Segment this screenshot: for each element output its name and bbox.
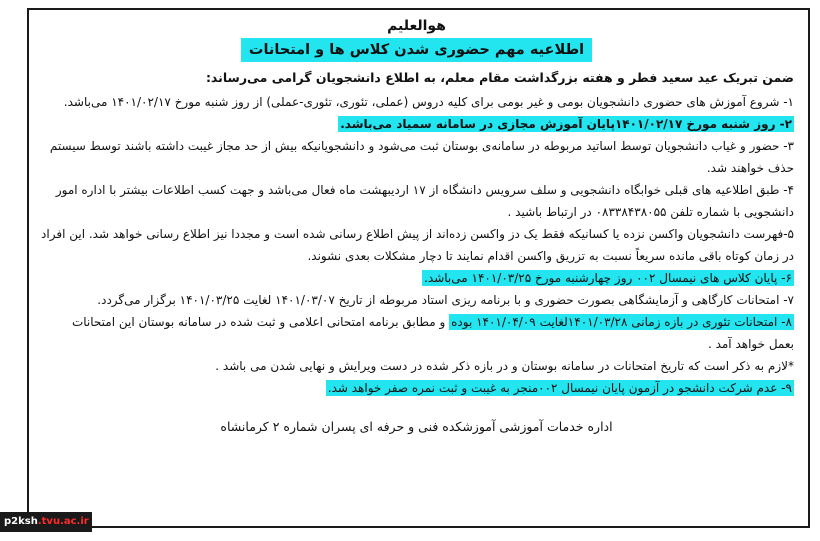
- item-5-line-2: در زمان کوتاه باقی مانده سریعاً نسبت به تزریق واکسن اقدام نمایند تا دچار مشکلات بعدی نشوند.: [307, 249, 794, 263]
- item-7: ۷- امتحانات کارگاهی و آزمایشگاهی بصورت حضوری و با برنامه ریزی استاد مربوطه از تاریخ ۱۴۰۱/۰۳/۰۷ لغایت ۱۴۰۱/۰۳/۲۵ برگزار می‌گردد.: [97, 293, 794, 307]
- item-3: [39, 135, 794, 179]
- watermark-right: .tvu.ac.ir: [37, 516, 89, 527]
- item-9-highlight: ۹- عدم شرکت دانشجو در آزمون پایان نیمسال ۰۰۲منجر به غیبت و ثبت نمره صفر خواهد شد.: [327, 381, 792, 395]
- item-8-highlight: ۸- امتحانات تئوری در بازه زمانی ۱۴۰۱/۰۳/۲۸لغایت ۱۴۰۱/۰۴/۰۹ بوده: [451, 315, 792, 329]
- item-5: [39, 223, 794, 267]
- item-1: ۱- شروع آموزش های حضوری دانشجویان بومی و غیر بومی برای کلیه دروس (عملی، تئوری، تئوری-عملی) از روز شنبه مورخ ۱۴۰۱/۰۲/۱۷ می‌باشد.: [63, 95, 794, 109]
- notice-frame: [27, 8, 810, 528]
- site-watermark: [0, 512, 92, 532]
- watermark-left: p2ksh: [4, 516, 38, 527]
- item-3-line-1: ۳- حضور و غیاب دانشجویان توسط اساتید مربوطه در سامانه‌ی بوستان ثبت می‌شود و دانشجویانیکه بیش از حد مجاز غیبت داشته باشند توسط سیستم: [49, 139, 794, 153]
- item-8-line-2: بعمل خواهد آمد .: [707, 337, 794, 351]
- item-9: [39, 377, 794, 399]
- item-2: [39, 113, 794, 135]
- item-6: [39, 267, 794, 289]
- notice-title: اطلاعیه مهم حضوری شدن کلاس ها و امتحانات: [241, 38, 592, 62]
- item-4: [39, 179, 794, 223]
- title-wrap: [39, 38, 794, 62]
- item-5-line-1: ۵-فهرست دانشجویان واکسن نزده یا کسانیکه فقط یک دز واکسن زده‌اند از پیش اطلاع رسانی شده است و مجددا نیز اطلاع رسانی خواهد شد. این افراد: [41, 227, 794, 241]
- footer-signature: اداره خدمات آموزشی آموزشکده فنی و حرفه ای پسران شماره ۲ کرمانشاه: [220, 419, 613, 434]
- intro-text: ضمن تبریک عید سعید فطر و هفته بزرگداشت مقام معلم، به اطلاع دانشجویان گرامی می‌رساند:: [205, 70, 794, 85]
- item-4-line-2: دانشجویی با شماره تلفن ۰۸۳۳۸۴۳۸۰۵۵ در ارتباط باشید .: [507, 205, 794, 219]
- item-2-highlight: ۲- روز شنبه مورخ ۱۴۰۱/۰۲/۱۷پایان آموزش مجازی در سامانه سمیاد می‌باشد.: [340, 117, 792, 131]
- item-4-line-1: ۴- طبق اطلاعیه های قبلی خوابگاه دانشجویی و سلف سرویس دانشگاه از ۱۷ اردیبهشت ماه فعال می‌باشد و جهت کسب اطلاعات بیشتر با اداره امور: [55, 183, 794, 197]
- item-8: [39, 311, 794, 355]
- item-8-rest: و مطابق برنامه امتحانی اعلامی و ثبت شده در سامانه بوستان این امتحانات: [71, 315, 450, 329]
- item-3-line-2: حذف خواهند شد.: [706, 161, 794, 175]
- exam-note: *لازم به ذکر است که تاریخ امتحانات در سامانه بوستان و در بازه ذکر شده در دست ویرایش و نهایی شدن می باشد .: [215, 359, 794, 373]
- heading: هوالعلیم: [387, 18, 446, 34]
- item-6-highlight: ۶- پایان کلاس های نیمسال ۰۰۲ روز چهارشنبه مورخ ۱۴۰۱/۰۳/۲۵ می‌باشد.: [424, 271, 792, 285]
